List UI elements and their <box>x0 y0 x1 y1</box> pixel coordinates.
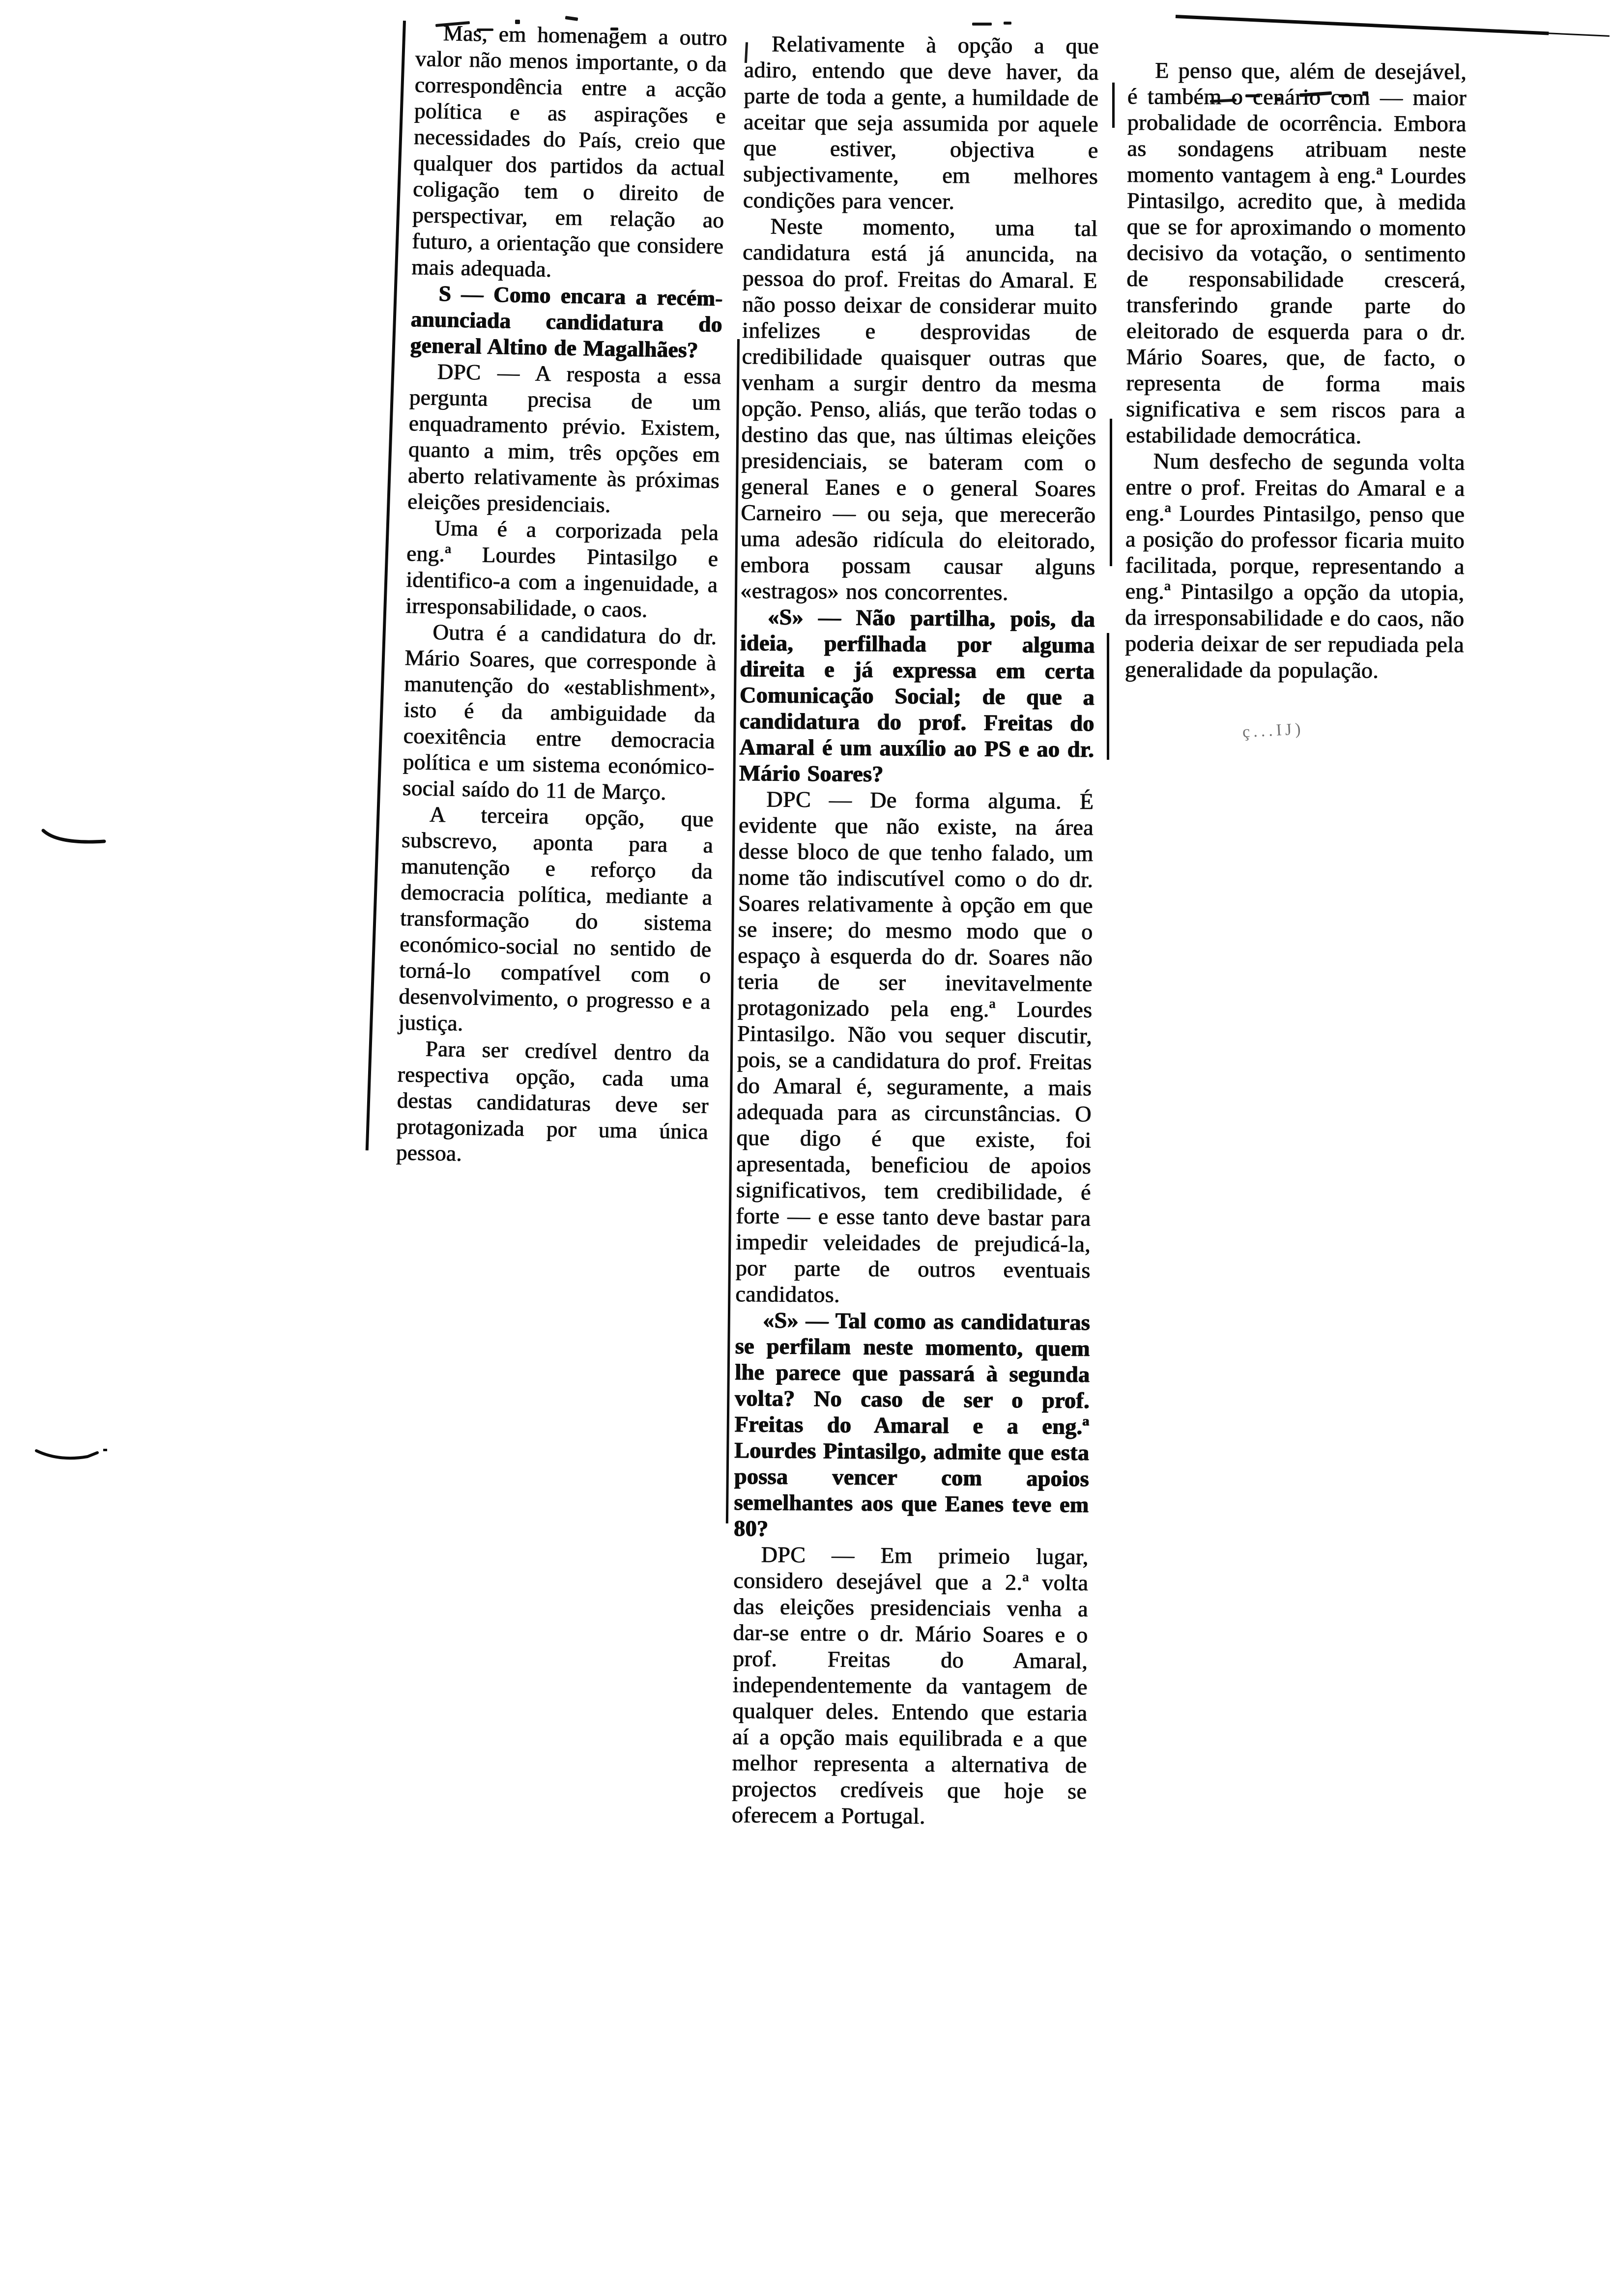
article-paragraph: E penso que, além de desejável, é também o cenário com — maior probalidade de ocorrência. Embora as sondagens atribuam neste momento vantagem à eng.ª Lourdes Pintasilgo, acredito que, à medida que se for aproximando o momento decisivo da votação, o sentimento de responsabilidade crescerá, transferindo grande parte do eleitorado de esquerda para o dr. Mário Soares, que, de facto, o representa de forma mais significativa e sem riscos para a estabilidade democrática. <box>1125 57 1467 449</box>
article-paragraph: Relativamente à opção a que adiro, entendo que deve haver, da parte de toda a gente, a humildade de aceitar que seja assumida por aquele que estiver, objectiva e subjectivamente, em melhores condições para vencer. <box>743 31 1099 214</box>
scan-noise-speck <box>972 23 992 26</box>
ink-smudge: ç...IJ) <box>1242 719 1305 742</box>
article-paragraph: Para ser credível dentro da respectiva opção, cada uma destas candidaturas deve ser protagonizada por uma única pessoa. <box>396 1036 710 1166</box>
article-paragraph: Outra é a candidatura do dr. Mário Soares, que corresponde à manutenção do «establishment», isto é da ambiguidade da coexitência entre democracia política e um sistema económico-social saído do 11 de Março. <box>402 619 717 805</box>
column-rule-between-col2-col3 <box>1107 633 1109 760</box>
article-paragraph: Uma é a corporizada pela eng.ª Lourdes Pintasilgo e identifico-a com a ingenuidade, a irresponsabilidade, o caos. <box>405 515 719 622</box>
scan-noise-speck <box>1004 22 1011 25</box>
column-rule-between-col2-col3 <box>1110 419 1112 566</box>
margin-pen-mark-icon <box>41 828 110 849</box>
interview-question: «S» — Tal como as candidaturas se perfilam neste momento, quem lhe parece que passará à segunda volta? No caso de ser o prof. Freitas do Amaral e a eng.ª Lourdes Pintasilgo, admite que esta possa vencer com apoios semelhantes aos que Eanes teve em 80? <box>733 1307 1090 1541</box>
scan-noise-speck <box>565 16 578 21</box>
article-paragraph: A terceira opção, que subscrevo, aponta para a manutenção e reforço da democracia política, mediante a transformação do sistema económico-social no sentido de torná-lo compatível com o desenvolvimento, o progresso e a justiça. <box>398 802 714 1035</box>
top-edge-rule <box>1176 15 1549 35</box>
article-column-1 <box>396 20 727 1171</box>
margin-pen-mark-icon <box>34 1446 108 1465</box>
article-paragraph: DPC — A resposta a essa pergunta precisa de um enquadramento prévio. Existem, quanto a mim, três opções em aberto relativamente às próximas eleições presidenciais. <box>407 359 721 517</box>
article-column-2 <box>731 30 1099 1830</box>
top-edge-rule <box>1546 32 1610 37</box>
column-rule-between-col2-col3 <box>1112 83 1115 128</box>
interview-question: S — Como encara a recém-anunciada candidatura do general Altino de Magalhães? <box>410 281 723 363</box>
interview-question: «S» — Não partilha, pois, da ideia, perfilhada por alguma direita e já expressa em certa Comunicação Social; de que a candidatura do prof. Freitas do Amaral é um auxílio ao PS e ao dr. Mário Soares? <box>739 604 1095 787</box>
article-paragraph: DPC — De forma alguma. É evidente que não existe, na área desse bloco de que tenho falado, um nome tão indiscutível como o do dr. Soares relativamente à opção em que se insere; do mesmo modo que o espaço à esquerda do dr. Soares não teria de ser inevitavelmente protagonizado pela eng.ª Lourdes Pintasilgo. Não vou sequer discutir, pois, se a candidatura do prof. Freitas do Amaral é, seguramente, a mais adequada para as circunstâncias. O que digo é que existe, foi apresentada, beneficiou de apoios significativos, tem credibilidade, é forte — e esse tanto deve bastar para impedir veleidades de prejudicá-la, por parte de outros eventuais candidatos. <box>735 786 1094 1307</box>
article-paragraph: Mas, em homenagem a outro valor não menos importante, o da correspondência entre a acção política e as aspirações e necessidades do País, creio que qualquer dos partidos da actual coligação tem o direito de perspectivar, em relação ao futuro, a orientação que considere mais adequada. <box>411 20 727 282</box>
article-paragraph: Num desfecho de segunda volta entre o prof. Freitas do Amaral e a eng.ª Lourdes Pintasilgo, penso que a posição do professor ficaria muito facilitada, porque, representando a eng.ª Pintasilgo a opção da utopia, da irresponsabilidade e do caos, não poderia deixar de ser repudiada pela generalidade da população. <box>1124 448 1465 683</box>
article-paragraph: DPC — Em primeio lugar, considero desejável que a 2.ª volta das eleições presidenciais venha a dar-se entre o dr. Mário Soares e o prof. Freitas do Amaral, independentemente da vantagem de qualquer deles. Entendo que estaria aí a opção mais equilibrada e a que melhor representa a alternativa de projectos credíveis que hoje se oferecem a Portugal. <box>731 1542 1089 1829</box>
article-paragraph: Neste momento, uma tal candidatura está já anuncida, na pessoa do prof. Freitas do Amaral. E não posso deixar de considerar muito infelizes e desprovidas de credibilidade quaisquer outras que venham a surgir dentro da mesma opção. Penso, aliás, que terão todas o destino das que, nas últimas eleições presidenciais, se bateram com o general Eanes e o general Soares Carneiro — ou seja, que merecerão uma adesão ridícula do eleitorado, embora possam causar alguns «estragos» nos concorrentes. <box>740 213 1098 605</box>
article-column-3 <box>1124 57 1467 684</box>
